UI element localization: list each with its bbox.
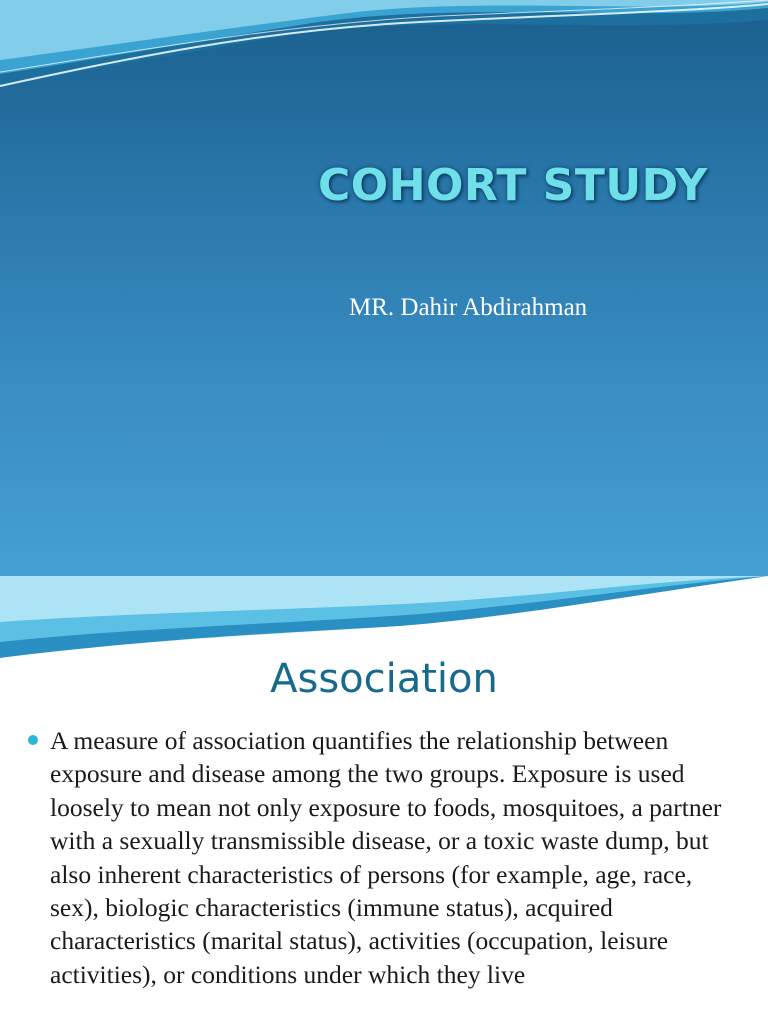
bullet-icon bbox=[28, 735, 38, 745]
bullet-text: A measure of association quantifies the relationship between exposure and disease among the two groups. Exposure is used loosely to mean not only exposure to foods, mosquitoes, a partner with a sexually transmissible disease, or a toxic waste dump, but also inherent characteristics of persons (for example, age, race, sex), biologic characteristics (immune status), acquired characteristics (marital status), activities (occupation, leisure activities), or conditions under which they live bbox=[50, 726, 722, 989]
presenter-name: MR. Dahir Abdirahman bbox=[349, 294, 588, 321]
slide-association bbox=[0, 576, 768, 1024]
header-wave-decoration bbox=[0, 576, 768, 666]
bullet-item bbox=[24, 724, 744, 991]
header-wave-decoration bbox=[0, 0, 768, 110]
slide-title: COHORT STUDY bbox=[318, 160, 708, 211]
slide-title: Association bbox=[270, 656, 498, 702]
bullet-list bbox=[24, 724, 744, 991]
